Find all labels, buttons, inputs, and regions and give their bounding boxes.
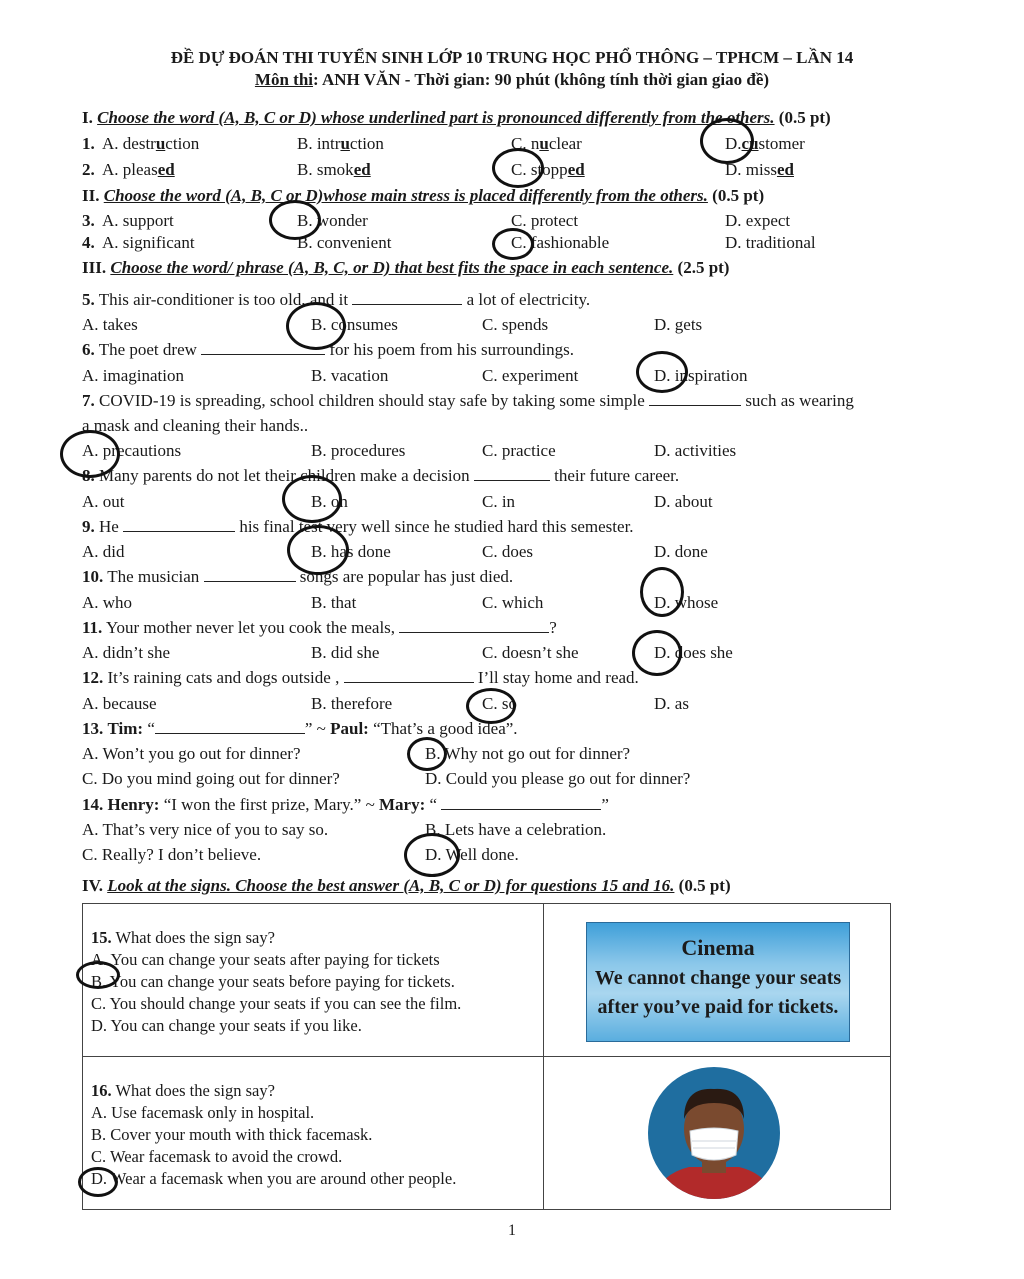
q1-option-a: A. destruction xyxy=(102,134,200,153)
q15-cell xyxy=(83,904,544,1057)
answer-mark-q12 xyxy=(466,688,516,724)
q3-option-a: A. support xyxy=(102,211,174,230)
q2-option-a: A. pleased xyxy=(102,160,175,179)
q7-option-b: B. procedures xyxy=(311,441,406,460)
q16-option-b: B. Cover your mouth with thick facemask. xyxy=(91,1125,373,1144)
q6-option-c: C. experiment xyxy=(482,366,579,385)
q13-option-d: D. Could you please go out for dinner? xyxy=(425,769,691,788)
answer-mark-q14 xyxy=(404,833,460,877)
section-3-heading: III. Choose the word/ phrase (A, B, C, or D) that best fits the space in each sentence. (2.5 pt) xyxy=(82,258,730,277)
q10-option-a: A. who xyxy=(82,593,133,612)
q5-option-c: C. spends xyxy=(482,315,549,334)
question-9: 9. He his final test very well since he studied hard this semester. xyxy=(82,517,634,536)
answer-mark-q1 xyxy=(700,118,754,164)
q14-option-a: A. That’s very nice of you to say so. xyxy=(82,820,329,839)
sign-16-cell xyxy=(544,1057,891,1210)
q9-option-d: D. done xyxy=(654,542,708,561)
q12-option-b: B. therefore xyxy=(311,694,393,713)
q14-option-c: C. Really? I don’t believe. xyxy=(82,845,262,864)
q6-option-d: D. inspiration xyxy=(654,366,748,385)
q13-option-c: C. Do you mind going out for dinner? xyxy=(82,769,340,788)
sign-title: Cinema xyxy=(681,935,755,960)
answer-mark-q8 xyxy=(282,475,342,523)
question-15: 15. What does the sign say? xyxy=(91,928,275,947)
answer-mark-q4 xyxy=(492,228,534,260)
q10-option-b: B. that xyxy=(311,593,357,612)
subject-info: : ANH VĂN - Thời gian: 90 phút (không tính thời gian giao đề) xyxy=(313,70,770,89)
question-12: 12. It’s raining cats and dogs outside , I’ll stay home and read. xyxy=(82,668,639,687)
answer-mark-q7 xyxy=(60,430,120,478)
q10-option-c: C. which xyxy=(482,593,544,612)
question-5: 5. This air-conditioner is too old, and it a lot of electricity. xyxy=(82,290,591,309)
q11-option-c: C. doesn’t she xyxy=(482,643,579,662)
sign-15-cell xyxy=(544,904,891,1057)
q13-option-b: B. Why not go out for dinner? xyxy=(425,744,631,763)
q12-option-d: D. as xyxy=(654,694,689,713)
section-2-heading: II. Choose the word (A, B, C or D)whose main stress is placed differently from the others. (0.5 pt) xyxy=(82,186,765,205)
q7-option-d: D. activities xyxy=(654,441,737,460)
q1-option-c: C. nuclear xyxy=(511,134,582,153)
page-number: 1 xyxy=(508,1222,516,1239)
q2-option-b: B. smoked xyxy=(297,160,371,179)
q8-option-c: C. in xyxy=(482,492,516,511)
section-number: I. xyxy=(82,108,93,127)
q2-option-c: C. stopped xyxy=(511,160,585,179)
answer-mark-q5 xyxy=(286,302,346,350)
q14-option-b: B. Lets have a celebration. xyxy=(425,820,607,839)
q11-option-b: B. did she xyxy=(311,643,380,662)
q3-option-b: B. wonder xyxy=(297,211,368,230)
section-4-heading: IV. Look at the signs. Choose the best answer (A, B, C or D) for questions 15 and 16. (0.5 pt) xyxy=(82,876,731,895)
q4-option-d: D. traditional xyxy=(725,233,816,252)
sign-line-2: after you’ve paid for tickets. xyxy=(597,996,839,1018)
q15-option-a: A. You can change your seats after paying for tickets xyxy=(91,950,440,969)
q16-cell xyxy=(83,1057,544,1210)
q3-option-d: D. expect xyxy=(725,211,791,230)
q10-option-d: D. whose xyxy=(654,593,719,612)
q2-option-d: D. missed xyxy=(725,160,794,179)
question-2: 2. xyxy=(82,160,95,179)
exam-subtitle xyxy=(0,70,1024,90)
q9-option-b: B. has done xyxy=(311,542,391,561)
q16-option-a: A. Use facemask only in hospital. xyxy=(91,1103,315,1122)
question-7: 7. COVID-19 is spreading, school children should stay safe by taking some simple such as wearing xyxy=(82,391,854,410)
question-13: 13. Tim: “ ” ~ Paul: “That’s a good idea”. xyxy=(82,719,518,738)
question-7-line2: a mask and cleaning their hands.. xyxy=(82,416,309,435)
question-10: 10. The musician songs are popular has just died. xyxy=(82,567,514,586)
q15-option-b: B. You can change your seats before paying for tickets. xyxy=(91,972,455,991)
question-4: 4. xyxy=(82,233,95,252)
answer-mark-q9 xyxy=(287,525,349,575)
q6-option-a: A. imagination xyxy=(82,366,184,385)
section-instruction: Choose the word (A, B, C or D) whose underlined part is pronounced differently from the others. xyxy=(97,108,775,127)
q8-option-b: B. on xyxy=(311,492,348,511)
q15-option-c: C. You should change your seats if you can see the film. xyxy=(91,994,462,1013)
q11-option-a: A. didn’t she xyxy=(82,643,170,662)
signs-table xyxy=(82,903,891,1210)
q12-option-a: A. because xyxy=(82,694,157,713)
question-6: 6. The poet drew for his poem from his surroundings. xyxy=(82,340,574,359)
answer-mark-q6 xyxy=(636,351,688,393)
answer-mark-q11 xyxy=(632,630,682,676)
q1-option-d: D.customer xyxy=(725,134,805,153)
sign-line-1: We cannot change your seats xyxy=(594,967,842,989)
answer-mark-q3 xyxy=(269,200,321,240)
q5-option-b: B. consumes xyxy=(311,315,398,334)
answer-mark-q10 xyxy=(640,567,684,617)
section-points: (0.5 pt) xyxy=(778,108,831,127)
q5-option-d: D. gets xyxy=(654,315,703,334)
question-11: 11. Your mother never let you cook the meals, ? xyxy=(82,618,557,637)
q14-option-d: D. Well done. xyxy=(425,845,519,864)
question-1: 1. xyxy=(82,134,95,153)
facemask-person-icon xyxy=(544,1057,890,1209)
cinema-sign xyxy=(586,922,850,1042)
q4-option-b: B. convenient xyxy=(297,233,392,252)
q11-option-d: D. does she xyxy=(654,643,733,662)
q13-option-a: A. Won’t you go out for dinner? xyxy=(82,744,301,763)
q8-option-d: D. about xyxy=(654,492,713,511)
q4-option-a: A. significant xyxy=(102,233,195,252)
q16-option-d: D. Wear a facemask when you are around other people. xyxy=(91,1169,457,1188)
q9-option-c: C. does xyxy=(482,542,533,561)
q12-option-c: C. so xyxy=(482,694,517,713)
answer-mark-q16 xyxy=(78,1167,118,1197)
q5-option-a: A. takes xyxy=(82,315,138,334)
q16-option-c: C. Wear facemask to avoid the crowd. xyxy=(91,1147,343,1166)
answer-mark-q13 xyxy=(407,737,447,771)
question-16: 16. What does the sign say? xyxy=(91,1081,275,1100)
q4-option-c: C. fashionable xyxy=(511,233,610,252)
q8-option-a: A. out xyxy=(82,492,125,511)
question-14: 14. Henry: “I won the first prize, Mary.” ~ Mary: “ ” xyxy=(82,795,609,814)
q1-option-b: B. intruction xyxy=(297,134,384,153)
answer-mark-q2 xyxy=(492,148,544,188)
q9-option-a: A. did xyxy=(82,542,125,561)
q6-option-b: B. vacation xyxy=(311,366,389,385)
q15-option-d: D. You can change your seats if you like. xyxy=(91,1016,362,1035)
subject-label: Môn thi xyxy=(254,70,314,89)
question-3: 3. xyxy=(82,211,95,230)
q7-option-a: A. precautions xyxy=(82,441,182,460)
exam-title: ĐỀ DỰ ĐOÁN THI TUYỂN SINH LỚP 10 TRUNG HỌC PHỔ THÔNG – TPHCM – LẦN 14 xyxy=(170,48,854,67)
answer-mark-q15 xyxy=(76,961,120,989)
q7-option-c: C. practice xyxy=(482,441,556,460)
question-8: 8. Many parents do not let their children make a decision their future career. xyxy=(82,466,680,485)
q3-option-c: C. protect xyxy=(511,211,579,230)
